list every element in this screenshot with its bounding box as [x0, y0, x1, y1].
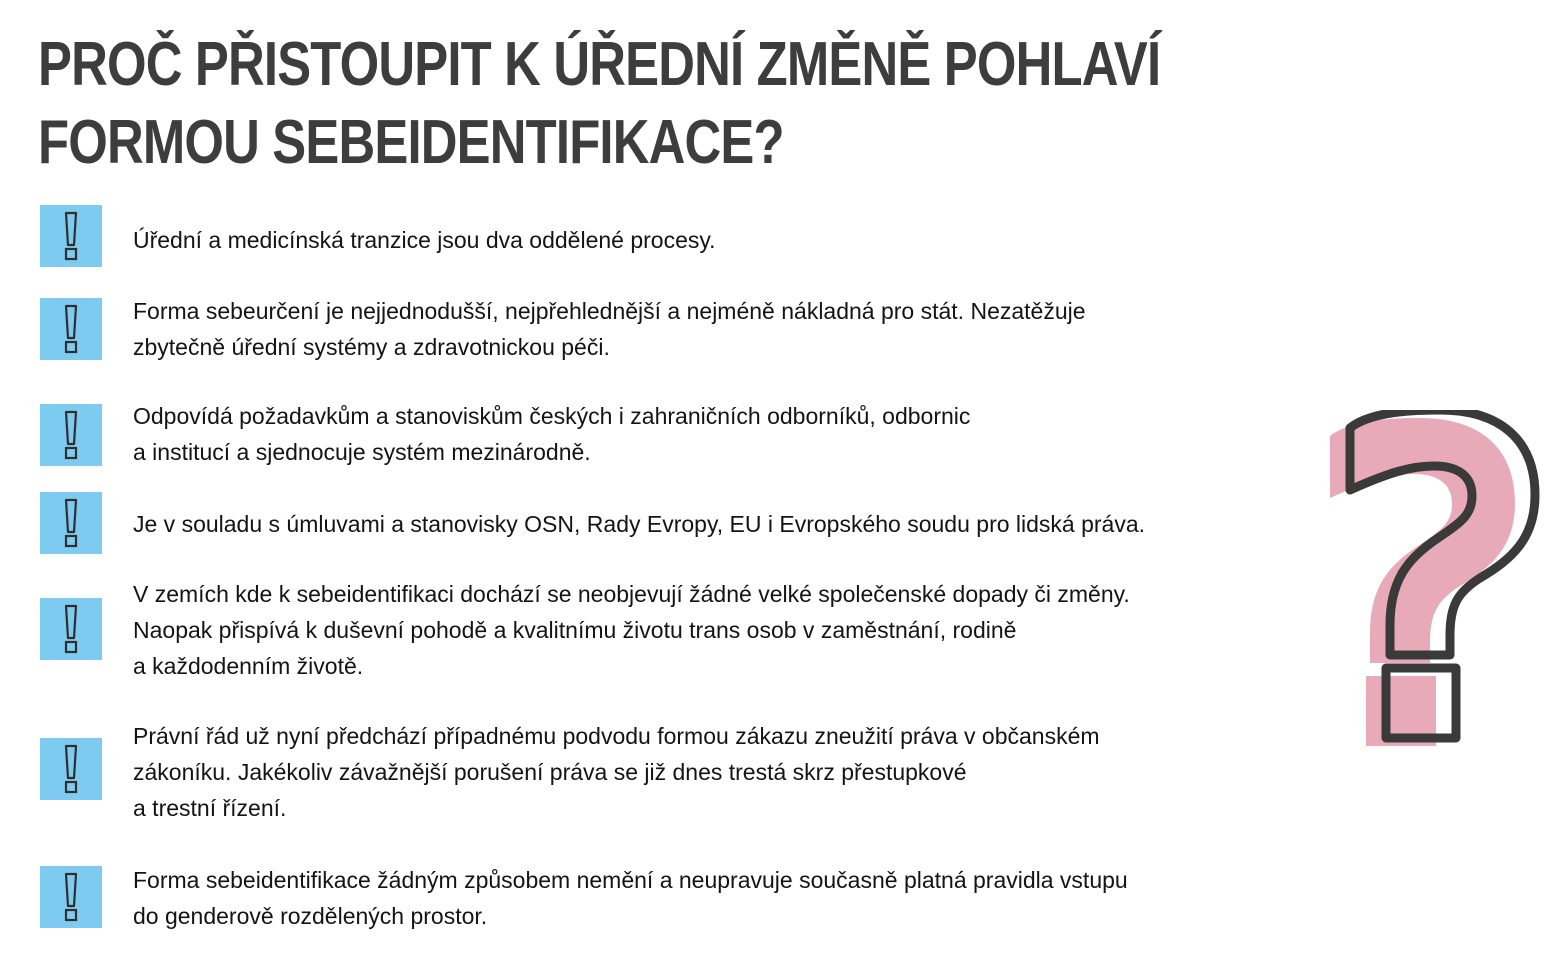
page-title-line-1: PROČ PŘISTOUPIT K ÚŘEDNÍ ZMĚNĚ POHLAVÍ	[38, 30, 1161, 99]
item-text: Forma sebeidentifikace žádným způsobem nemění a neupravuje současně platná pravidla vstupu do genderově rozdělených prostor.	[133, 867, 1128, 929]
item-text: V zemích kde k sebeidentifikaci dochází se neobjevují žádné velké společenské dopady či změny. Naopak přispívá k duševní pohodě a kvalitnímu životu trans osob v zaměstnání, rodině a každodenním životě.	[133, 581, 1130, 679]
exclamation-badge	[40, 492, 102, 554]
exclamation-icon	[40, 598, 102, 660]
list-item	[40, 864, 1330, 934]
exclamation-icon	[40, 404, 102, 466]
exclamation-icon	[40, 866, 102, 928]
item-text: Je v souladu s úmluvami a stanovisky OSN, Rady Evropy, EU i Evropského soudu pro lidská práva.	[133, 511, 1146, 537]
exclamation-icon	[40, 298, 102, 360]
exclamation-icon	[40, 738, 102, 800]
exclamation-badge	[40, 866, 102, 928]
item-text: Odpovídá požadavkům a stanoviskům českých i zahraničních odborníků, odbornic a institucí a sjednocuje systém mezinárodně.	[133, 403, 971, 465]
list-item	[40, 296, 1330, 366]
page-title-line-2: FORMOU SEBEIDENTIFIKACE?	[38, 108, 784, 177]
exclamation-badge	[40, 298, 102, 360]
item-text: Úřední a medicínská tranzice jsou dva oddělené procesy.	[133, 227, 716, 253]
item-text: Forma sebeurčení je nejjednodušší, nejpřehlednější a nejméně nákladná pro stát. Nezatěžuje zbytečně úřední systémy a zdravotnickou péči.	[133, 298, 1086, 360]
list-item	[40, 718, 1330, 828]
question-mark-icon	[1318, 410, 1548, 760]
exclamation-badge	[40, 738, 102, 800]
list-item	[40, 204, 1330, 268]
exclamation-badge	[40, 205, 102, 267]
page-title	[38, 26, 1160, 182]
exclamation-badge	[40, 598, 102, 660]
list-item	[40, 402, 1330, 472]
list-item	[40, 490, 1330, 556]
list-item	[40, 576, 1330, 686]
exclamation-icon	[40, 492, 102, 554]
exclamation-icon	[40, 205, 102, 267]
item-text: Právní řád už nyní předchází případnému podvodu formou zákazu zneužití práva v občanském zákoníku. Jakékoliv závažnější porušení práva se již dnes trestá skrz přestupkové a trestní řízení.	[133, 723, 1100, 821]
exclamation-badge	[40, 404, 102, 466]
